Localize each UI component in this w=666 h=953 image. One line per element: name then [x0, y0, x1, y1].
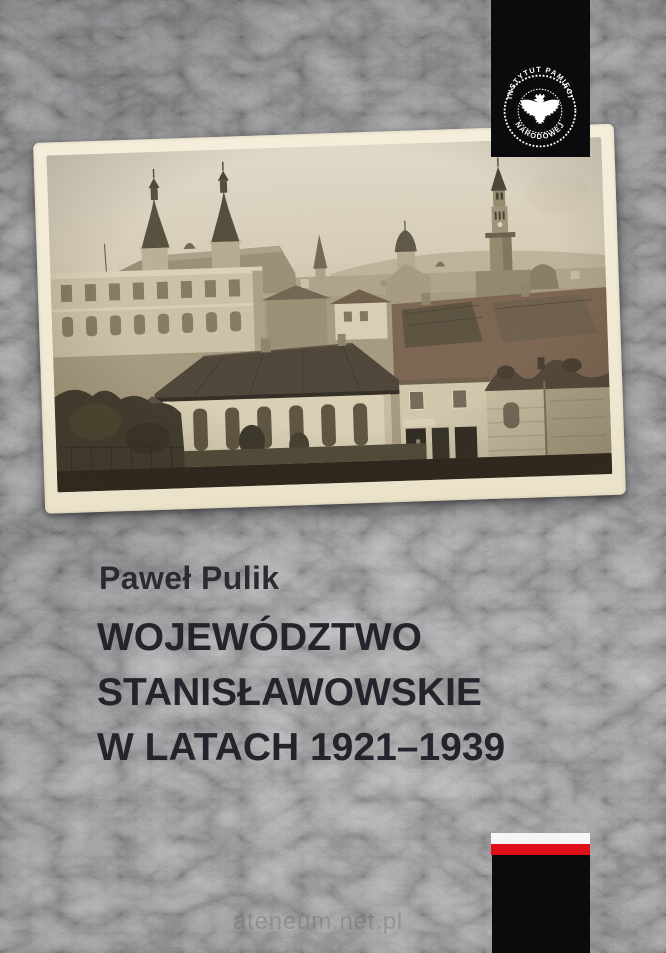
seal-text-bottom: NARODOWEJ: [513, 120, 567, 141]
watermark: ateneum.net.pl: [233, 908, 403, 935]
title-line-3: W LATACH 1921–1939: [97, 726, 506, 769]
seal-text-top: INSTYTUT PAMIĘCI: [504, 64, 576, 100]
ipn-seal: [491, 62, 590, 160]
flag-white-band: [491, 833, 590, 844]
white-eagle-icon: [520, 93, 560, 124]
book-title: [97, 610, 505, 775]
flag-red-band: [491, 844, 590, 855]
flag-block: [491, 833, 590, 953]
cover-photo: [33, 124, 626, 514]
title-line-1: WOJEWÓDZTWO: [97, 616, 422, 659]
title-line-2: STANISŁAWOWSKIE: [97, 671, 482, 714]
flag-black-band: [492, 855, 590, 953]
photo-grain: [46, 137, 612, 492]
cityscape-photo: [46, 137, 612, 492]
publisher-stripe: [491, 0, 590, 157]
author-name: Paweł Pulik: [99, 560, 280, 596]
